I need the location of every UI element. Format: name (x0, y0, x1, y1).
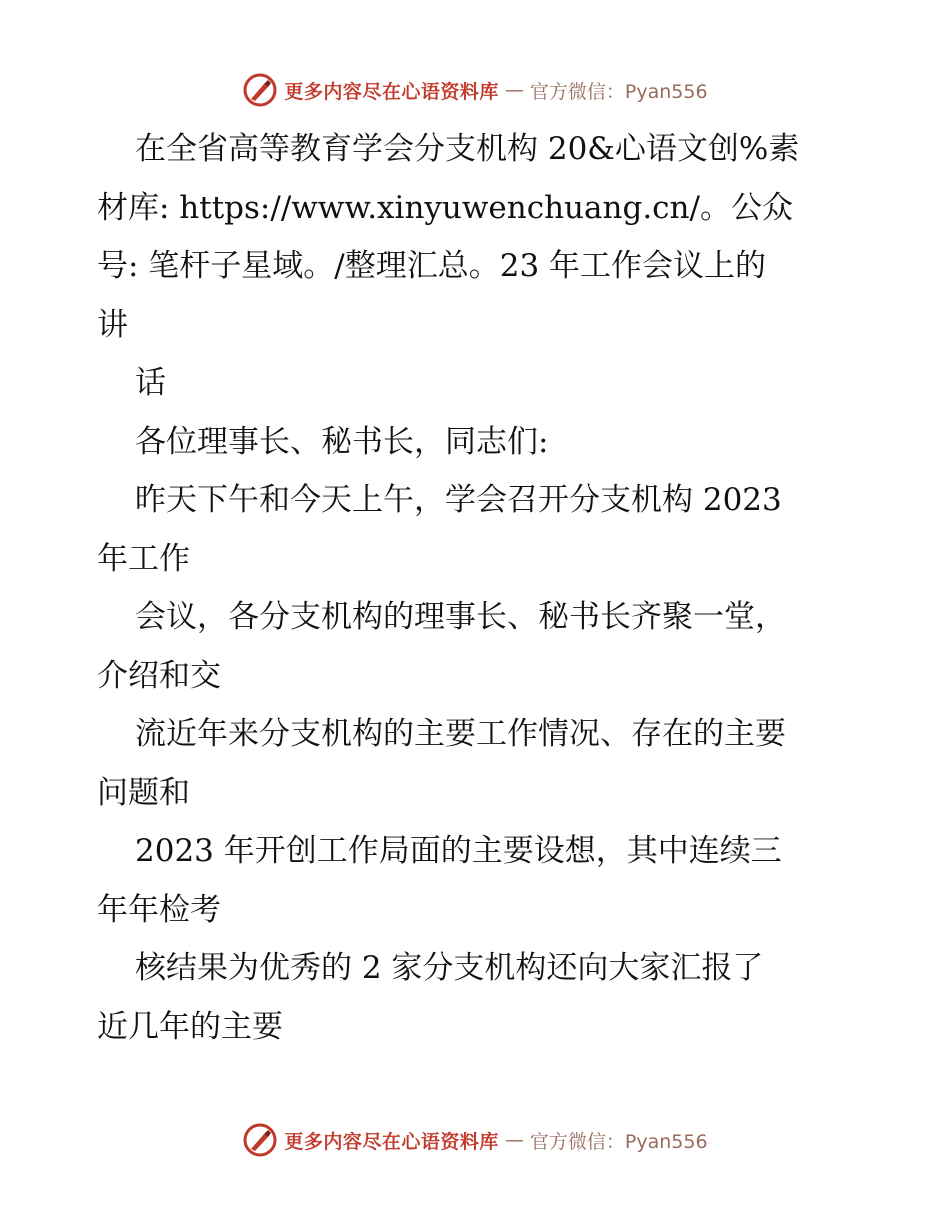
body-line: 在全省高等教育学会分支机构 20&心语文创%素 (135, 131, 800, 167)
body-line: 讲 (97, 306, 128, 343)
body-line: 年年检考 (97, 891, 221, 928)
body-line: 问题和 (97, 774, 190, 811)
banner-wechat: 官方微信：Pyan556 (529, 1130, 708, 1153)
banner-separator: — (504, 79, 524, 101)
banner-separator: — (504, 1129, 524, 1151)
body-line: 话 (135, 365, 166, 401)
body-line: 会议，各分支机构的理事长、秘书长齐聚一堂， (135, 599, 786, 635)
body-line: 年工作 (97, 540, 190, 577)
header-banner (0, 70, 950, 110)
pen-logo-icon (242, 1122, 278, 1158)
banner-wechat: 官方微信：Pyan556 (529, 80, 708, 103)
body-line: 介绍和交 (97, 657, 221, 694)
body-line: 各位理事长、秘书长，同志们: (135, 423, 549, 460)
banner-text: 更多内容尽在心语资料库 (284, 80, 499, 103)
body-line: 材库: https://www.xinyuwenchuang.cn/。公众 (97, 189, 793, 226)
document-body (97, 120, 857, 1056)
footer-banner (0, 1120, 950, 1160)
body-line: 近几年的主要 (97, 1008, 283, 1045)
body-line: 2023 年开创工作局面的主要设想，其中连续三 (135, 833, 782, 869)
pen-logo-icon (242, 72, 278, 108)
body-line: 号: 笔杆子星域。/整理汇总。23 年工作会议上的 (97, 248, 767, 284)
body-line: 昨天下午和今天上午，学会召开分支机构 2023 (135, 482, 782, 518)
body-line: 核结果为优秀的 2 家分支机构还向大家汇报了 (135, 950, 764, 986)
body-line: 流近年来分支机构的主要工作情况、存在的主要 (135, 716, 786, 752)
banner-text: 更多内容尽在心语资料库 (284, 1130, 499, 1153)
